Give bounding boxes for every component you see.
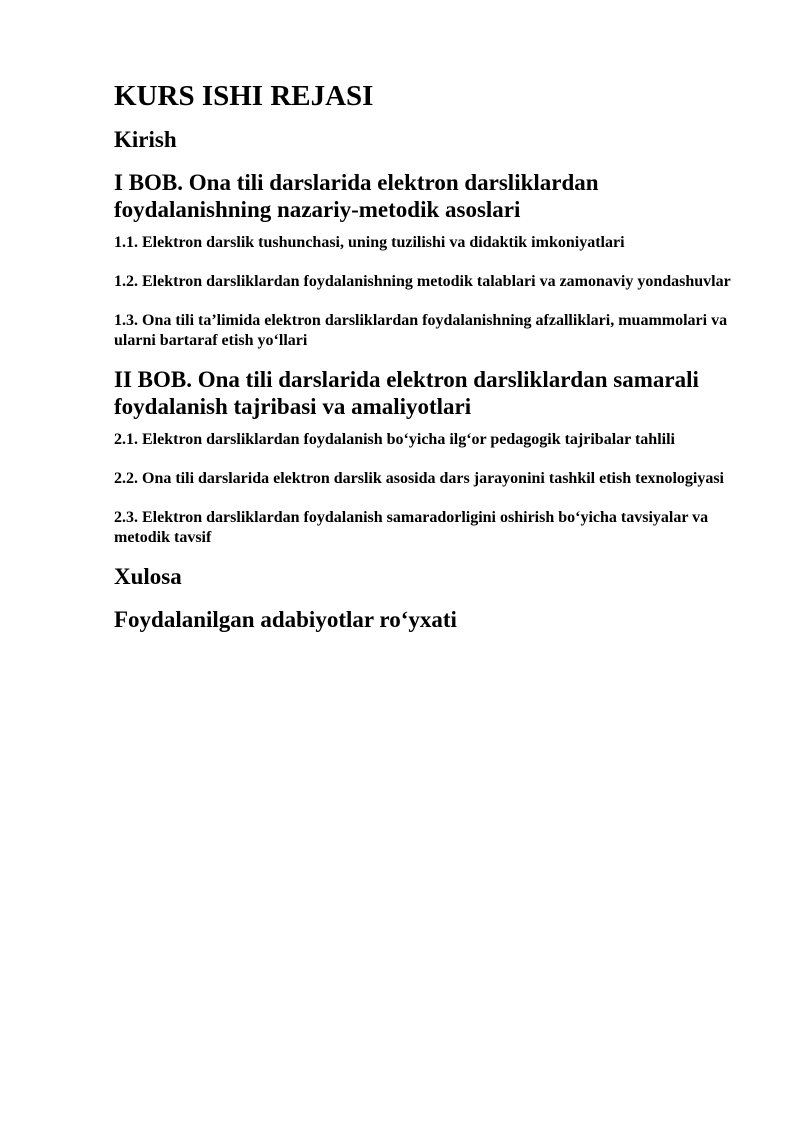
section-1-1: 1.1. Elektron darslik tushunchasi, uning tuzilishi va didaktik imkoniyatlari [114,234,625,251]
references-heading: Foydalanilgan adabiyotlar ro‘yxati [114,607,457,632]
section-2-1: 2.1. Elektron darsliklardan foydalanish bo‘yicha ilg‘or pedagogik tajribalar tahlili [114,431,675,448]
chapter-1-heading: I BOB. Ona tili darslarida elektron darsliklardan foydalanishning nazariy-metodik asoslari [114,170,599,222]
section-2-2: 2.2. Ona tili darslarida elektron darslik asosida dars jarayonini tashkil etish texnologiyasi [114,470,724,487]
chapter-2-sections [114,430,744,548]
document-title: KURS ISHI REJASI [114,80,374,112]
document-page [114,78,744,649]
conclusion-heading: Xulosa [114,564,182,589]
intro-heading: Kirish [114,127,177,152]
section-2-3: 2.3. Elektron darsliklardan foydalanish samaradorligini oshirish bo‘yicha tavsiyalar va metodik tavsif [114,509,709,546]
chapter-1-sections [114,233,744,351]
section-1-3: 1.3. Ona tili ta’limida elektron darsliklardan foydalanishning afzalliklari, muammolari va ularni bartaraf etish yo‘llari [114,312,728,349]
section-1-2: 1.2. Elektron darsliklardan foydalanishning metodik talablari va zamonaviy yondashuvlar [114,273,731,290]
chapter-2-heading: II BOB. Ona tili darslarida elektron darsliklardan samarali foydalanish tajribasi va amaliyotlari [114,367,699,419]
